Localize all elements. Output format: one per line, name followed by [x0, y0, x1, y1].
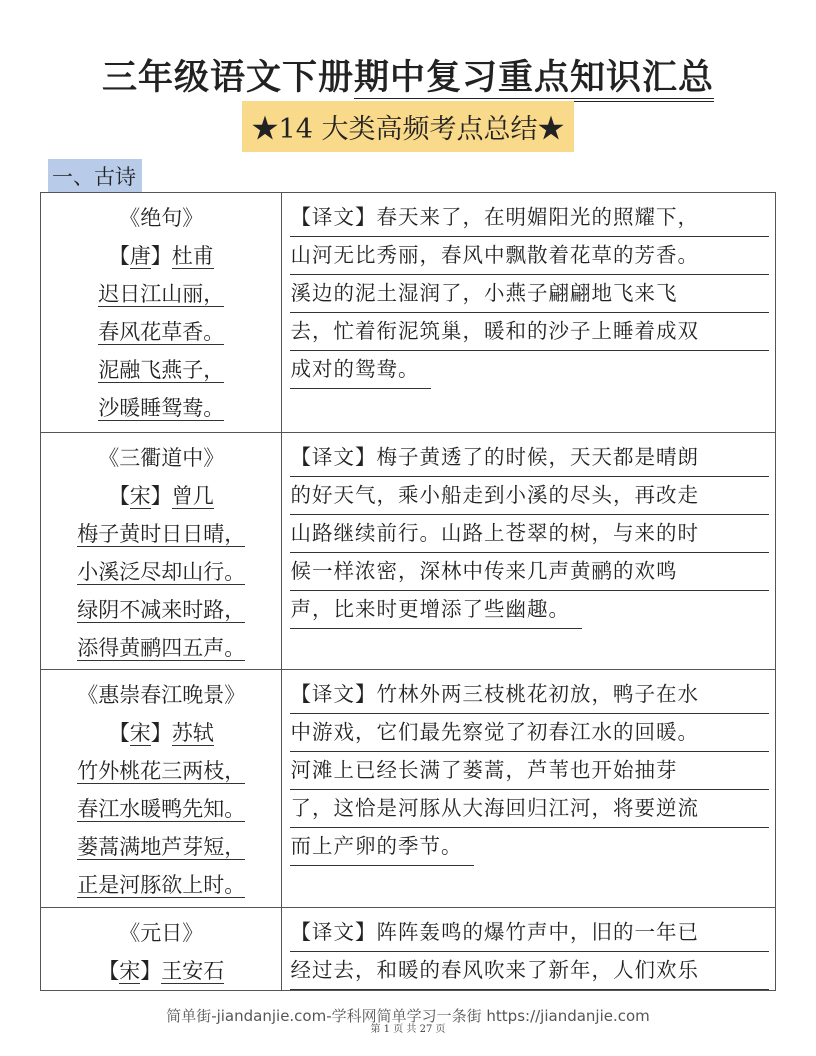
poem-dynasty: 宋: [119, 959, 141, 983]
translation-line: 而上产卵的季节。: [290, 834, 463, 858]
translation-line: 梅子黄透了的时候，天天都是晴朗: [376, 445, 699, 469]
translation-line: 溪边的泥土湿润了，小燕子翩翩地飞来飞: [290, 281, 678, 305]
poem-cell: [41, 670, 282, 908]
translation-label: 【译文】: [290, 920, 377, 944]
poem-line: 泥融飞燕子，: [98, 358, 225, 382]
translation-cell: [282, 670, 776, 908]
poem-author-line: 【宋】苏轼: [108, 721, 214, 745]
translation-line: 声，比来时更增添了些幽趣。: [290, 597, 570, 621]
translation-line: 中游戏，它们最先察觉了初春江水的回暖。: [290, 720, 699, 744]
footer-watermark: 简单街-jiandanjie.com-学科网简单学习一条街 https://jiandanjie.com: [166, 1007, 650, 1025]
poem-line: 添得黄鹂四五声。: [77, 636, 246, 660]
poem-line: 竹外桃花三两枝，: [77, 759, 246, 783]
poem-title: 《惠崇春江晚景》: [77, 683, 246, 707]
poem-line: 迟日江山丽，: [98, 282, 225, 306]
poem-author: 苏轼: [171, 721, 214, 745]
poem-cell: [41, 433, 282, 670]
translation-label: 【译文】: [290, 445, 377, 469]
poem-line: 春江水暖鸭先知。: [77, 797, 246, 821]
poem-author-line: 【唐】杜甫: [108, 244, 214, 268]
poem-line: 春风花草香。: [98, 320, 225, 344]
translation-line: 竹林外两三枝桃花初放，鸭子在水: [376, 682, 699, 706]
poem-line: 沙暖睡鸳鸯。: [98, 396, 225, 420]
poem-table: [40, 192, 776, 991]
poem-row: [41, 193, 776, 433]
section-heading: 一、古诗: [48, 159, 142, 193]
translation-label: 【译文】: [290, 682, 377, 706]
poem-line: 蒌蒿满地芦芽短，: [77, 835, 246, 859]
translation-line: 成对的鸳鸯。: [290, 357, 420, 381]
title-part1: 三年级语文下册: [101, 57, 354, 98]
translation-line: 山河无比秀丽，春风中飘散着花草的芳香。: [290, 243, 699, 267]
poem-row: [41, 670, 776, 908]
poem-author: 王安石: [161, 959, 225, 983]
translation-line: 春天来了，在明媚阳光的照耀下，: [376, 205, 699, 229]
poem-author-line: 【宋】王安石: [98, 959, 225, 983]
translation-line: 阵阵轰鸣的爆竹声中，旧的一年已: [376, 920, 699, 944]
translation-line: 河滩上已经长满了蒌蒿，芦苇也开始抽芽: [290, 758, 678, 782]
poem-line: 绿阴不减来时路，: [77, 598, 246, 622]
poem-dynasty: 宋: [129, 484, 151, 508]
translation-cell: [282, 908, 776, 991]
subtitle-banner: ★14 大类高频考点总结★: [242, 101, 575, 152]
poem-title: 《绝句》: [119, 206, 204, 230]
translation-cell: [282, 433, 776, 670]
poem-author-line: 【宋】曾几: [108, 484, 214, 508]
translation-cell: [282, 193, 776, 433]
page-title: [0, 50, 816, 100]
poem-line: 梅子黄时日日晴，: [77, 522, 246, 546]
poem-author: 曾几: [171, 484, 214, 508]
poem-author: 杜甫: [171, 244, 214, 268]
poem-title: 《三衢道中》: [98, 446, 225, 470]
translation-label: 【译文】: [290, 205, 377, 229]
translation-line: 去，忙着衔泥筑巢，暖和的沙子上睡着成双: [290, 319, 699, 343]
poem-row: [41, 433, 776, 670]
translation-line: 了，这恰是河豚从大海回归江河，将要逆流: [290, 796, 699, 820]
poem-dynasty: 唐: [129, 244, 151, 268]
poem-title: 《元日》: [119, 921, 204, 945]
poem-line: 正是河豚欲上时。: [77, 873, 246, 897]
poem-dynasty: 宋: [129, 721, 151, 745]
translation-line: 候一样浓密，深林中传来几声黄鹂的欢鸣: [290, 559, 678, 583]
poem-cell: [41, 908, 282, 991]
translation-line: 山路继续前行。山路上苍翠的树，与来的时: [290, 521, 699, 545]
poem-cell: [41, 193, 282, 433]
poem-line: 小溪泛尽却山行。: [77, 560, 246, 584]
title-part2: 期中复习重点知识汇总: [354, 57, 714, 102]
poem-row: [41, 908, 776, 991]
page-number: 第 1 页 共 27 页: [370, 1024, 446, 1035]
translation-line: 经过去，和暖的春风吹来了新年，人们欢乐: [290, 958, 699, 982]
translation-line: 的好天气，乘小船走到小溪的尽头，再改走: [290, 483, 699, 507]
